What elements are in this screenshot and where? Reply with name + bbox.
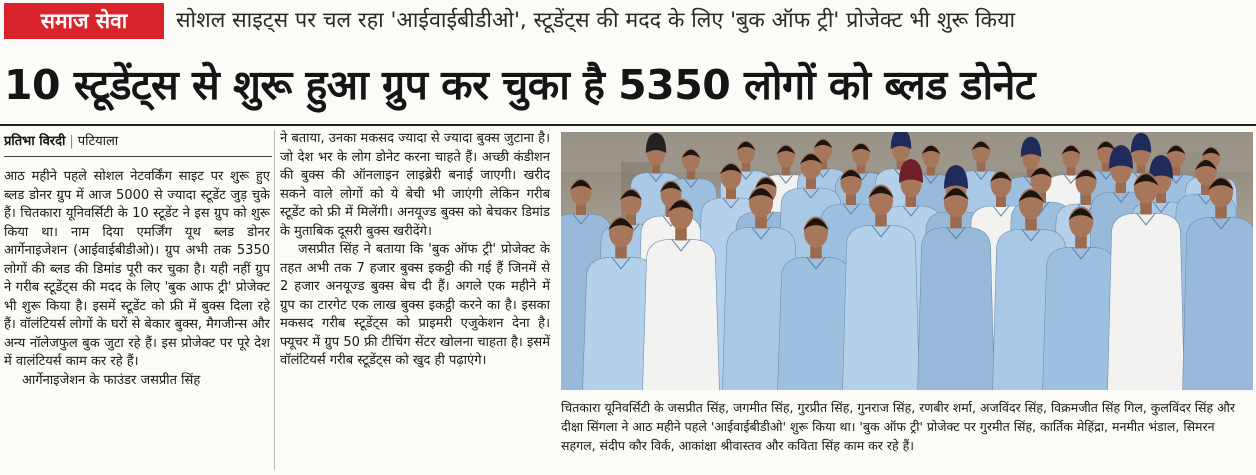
top-banner: [0, 0, 1256, 42]
group-photo-illustration: [561, 132, 1253, 390]
column1-paragraph-2: आर्गेनाइजेशन के फाउंडर जसप्रीत सिंह: [22, 372, 201, 388]
byline-location: पटियाला: [77, 134, 119, 149]
column1-paragraph-1: आठ महीने पहले सोशल नेटवर्किंग साइट पर शुरू हुए ब्लड डोनर ग्रुप में आज 5000 से ज्यादा स्टूडेंट जुड़ चुके हैं। चितकारा यूनिवर्सिटी के 10 स्टूडेंट ने इस ग्रुप को शुरू किया था। नाम दिया एमर्जिंग यूथ ब्लड डोनर आर्गेनाइजेशन (आईवाईबीडीओ)। ग्रुप अभी तक 5350 लोगों की ब्लड की डिमांड पूरी कर चुका है। यही नहीं ग्रुप ने गरीब स्टूडेंट्स की मदद के लिए 'बुक आफ ट्री' प्रोजेक्ट भी शुरू किया है। इसमें स्टूडेंट को फ्री में बुक्स दिला रहे हैं। वॉलंटियर्स लोगों के घरों से बेकार बुक्स, मैगजीन्स और अन्य नॉलेजफुल बुक जुटा रहे हैं। इस प्रोजेक्ट पर पूरे देश में वालंटियर्स काम कर रहे हैं।: [4, 169, 270, 369]
article-column-1: [4, 168, 270, 473]
headline: 10 स्टूडेंट्स से शुरू हुआ ग्रुप कर चुका है 5350 लोगों को ब्लड डोनेट: [4, 61, 1036, 109]
section-tag: समाज सेवा: [4, 3, 164, 39]
group-photo: [561, 132, 1253, 390]
byline: [4, 130, 272, 154]
byline-author: प्रतिभा विरदी: [4, 134, 66, 149]
byline-rule: [4, 156, 272, 157]
column-divider: [274, 130, 275, 470]
article-column-2: [280, 130, 550, 473]
kicker-subheadline: सोशल साइट्स पर चल रहा 'आईवाईबीडीओ', स्टूडेंट्स की मदद के लिए 'बुक ऑफ ट्री' प्रोजेक्ट भी शुरू किया: [176, 8, 1016, 33]
byline-separator: |: [69, 134, 74, 149]
column2-paragraph-2: जसप्रीत सिंह ने बताया कि 'बुक ऑफ ट्री' प्रोजेक्ट के तहत अभी तक 7 हजार बुक्स इकट्ठी की गई हैं जिनमें से 2 हजार अनयूज्ड बुक्स बेच दी हैं। अगले एक महीने में ग्रुप का टारगेट एक लाख बुक्स इकट्ठी करने का है। इसका मकसद गरीब स्टूडेंट्स को प्राइमरी एजुकेशन देना है। फ्यूचर में ग्रुप 50 फ्री टीचिंग सेंटर खोलना चाहता है। इसमें वॉलंटियर्स गरीब स्टूडेंट्स को खुद ही पढ़ाएंगे।: [280, 242, 550, 368]
column2-paragraph-1: ने बताया, उनका मकसद ज्यादा से ज्यादा बुक्स जुटाना है। जो देश भर के लोग डोनेट करना चाहते हैं। अच्छी कंडीशन की बुक्स की ऑनलाइन लाइब्रेरी बनाई जाएगी। खरीद सकने वाले लोगों को ये बेची भी जाएंगी लेकिन गरीब स्टूडेंट को फ्री में मिलेंगी। अनयूज्ड बुक्स को बेचकर डिमांड के मुताबिक दूसरी बुक्स खरीदेंगे।: [280, 131, 550, 239]
headline-rule: [0, 124, 1256, 126]
photo-caption: चितकारा यूनिवर्सिटी के जसप्रीत सिंह, जगमीत सिंह, गुरप्रीत सिंह, गुनराज सिंह, रणबीर शर्मा, अजविंदर सिंह, विक्रमजीत सिंह गिल, कुलविंदर सिंह और दीक्षा सिंगला ने आठ महीने पहले 'आईवाईबीडीओ' शुरू किया था। 'बुक ऑफ ट्री' प्रोजेक्ट पर गुरमीत सिंह, कार्तिक मेहिंद्रा, मनमीत भंडाल, सिमरन सहगल, संदीप कौर विर्क, आकांक्षा श्रीवास्तव और कविता सिंह काम कर रहे हैं।: [561, 400, 1235, 453]
